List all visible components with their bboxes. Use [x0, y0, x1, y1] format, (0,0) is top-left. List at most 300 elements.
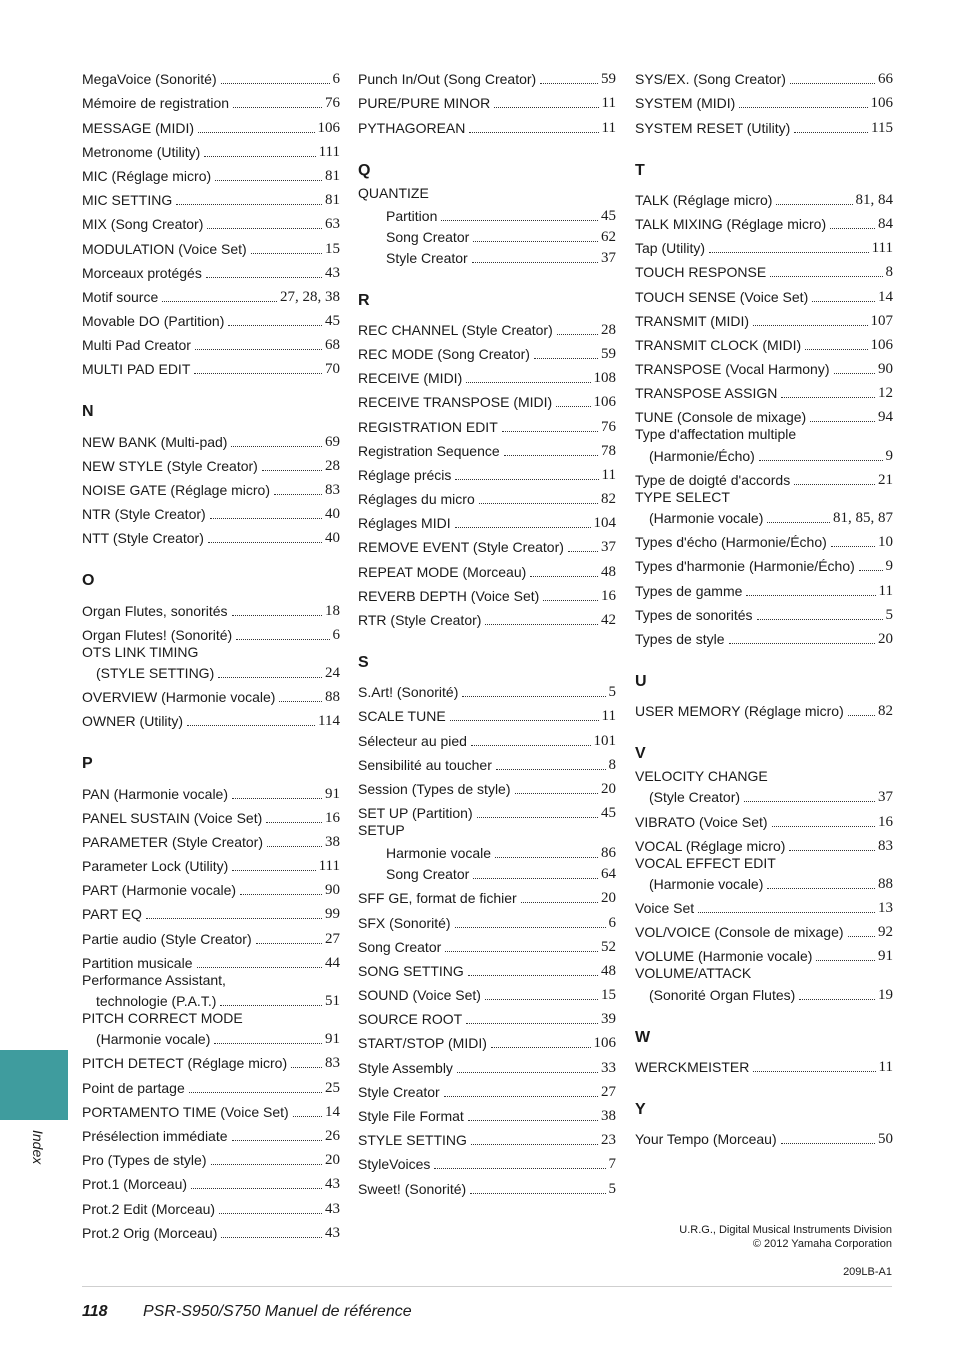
page-reference: 45	[601, 207, 616, 224]
page-reference: 62	[601, 228, 616, 245]
index-term: technologie (P.A.T.)	[96, 993, 217, 1009]
index-term: SOURCE ROOT	[358, 1011, 463, 1028]
dot-leader	[198, 132, 314, 133]
page-reference: 91	[325, 785, 340, 802]
dot-leader	[207, 228, 322, 229]
dot-leader	[479, 503, 598, 504]
index-term: TOUCH SENSE (Voice Set)	[635, 288, 809, 305]
index-entry	[635, 917, 893, 941]
index-entry	[82, 1193, 340, 1217]
dot-leader	[789, 850, 875, 851]
index-term: Style File Format	[358, 1108, 464, 1124]
page-reference: 86	[601, 845, 616, 862]
index-entry	[358, 725, 616, 749]
dot-leader	[534, 358, 598, 359]
index-entry	[358, 411, 616, 435]
index-term: Point de partage	[82, 1079, 185, 1096]
index-entry	[82, 306, 340, 330]
dot-leader	[805, 349, 867, 350]
page-reference: 106	[593, 394, 616, 411]
index-term: Registration Sequence	[358, 442, 500, 459]
index-entry	[358, 484, 616, 508]
index-entry	[82, 499, 340, 523]
index-entry	[635, 831, 893, 855]
index-entry	[82, 137, 340, 161]
index-term: PORTAMENTO TIME (Voice Set)	[82, 1103, 289, 1120]
page-reference: 19	[878, 986, 893, 1003]
document-code: 209LB-A1	[843, 1266, 892, 1278]
page-reference: 8	[885, 264, 893, 281]
index-term: Types d'harmonie (Harmonie/Écho)	[635, 558, 855, 575]
side-label: Index	[30, 1130, 46, 1165]
page-reference: 21	[878, 471, 893, 488]
index-entry	[358, 701, 616, 725]
section-letter: Q	[358, 161, 371, 179]
page-reference: 51	[325, 993, 340, 1009]
page-reference: 20	[878, 630, 893, 647]
index-term: NOISE GATE (Réglage micro)	[82, 482, 271, 498]
index-term: SET UP (Partition)	[358, 805, 473, 822]
dot-leader	[210, 518, 322, 519]
page-reference: 11	[601, 708, 616, 725]
page-reference: 45	[325, 313, 340, 330]
index-entry	[358, 508, 616, 532]
index-term: Types de gamme	[635, 582, 743, 599]
page-reference: 66	[878, 71, 893, 88]
index-term: (STYLE SETTING)	[96, 664, 215, 681]
dot-leader	[232, 798, 322, 799]
page-reference: 48	[601, 962, 616, 979]
dot-leader	[799, 999, 875, 1000]
page-reference: 5	[885, 606, 893, 623]
index-entry	[82, 354, 340, 378]
index-entry	[358, 1149, 616, 1173]
index-entry	[635, 440, 893, 464]
index-entry	[358, 225, 616, 246]
index-entry	[635, 979, 893, 1003]
dot-leader	[191, 1188, 322, 1189]
index-term: Punch In/Out (Song Creator)	[358, 71, 537, 88]
dot-leader	[444, 1096, 598, 1097]
dot-leader	[267, 846, 322, 847]
index-entry	[358, 581, 616, 605]
index-term: Organ Flutes! (Sonorité)	[82, 626, 233, 643]
index-entry	[82, 1218, 340, 1242]
index-entry	[635, 1124, 893, 1148]
page-reference: 27	[601, 1083, 616, 1100]
index-entry	[82, 682, 340, 706]
page-reference: 106	[317, 119, 340, 136]
page-reference: 20	[601, 780, 616, 797]
index-term: Types de sonorités	[635, 606, 753, 623]
index-entry	[635, 624, 893, 648]
page-reference: 91	[325, 1031, 340, 1048]
index-entry	[635, 233, 893, 257]
dot-leader	[189, 1092, 322, 1093]
page-reference: 48	[601, 563, 616, 580]
dot-leader	[211, 1164, 323, 1165]
dot-leader	[232, 870, 315, 871]
page-reference: 27, 28, 38	[280, 288, 340, 305]
index-term: MegaVoice (Sonorité)	[82, 71, 217, 88]
dot-leader	[220, 1005, 322, 1006]
index-term: VOLUME (Harmonie vocale)	[635, 948, 813, 965]
index-entry	[358, 363, 616, 387]
index-term: SYSTEM (MIDI)	[635, 95, 736, 112]
index-entry	[82, 112, 340, 136]
index-entry-heading: VOLUME/ATTACK	[635, 965, 752, 982]
index-term: REC CHANNEL (Style Creator)	[358, 321, 553, 338]
page-reference: 64	[601, 866, 616, 883]
page-reference: 27	[325, 930, 340, 947]
page-reference: 10	[878, 534, 893, 551]
index-term: MULTI PAD EDIT	[82, 361, 191, 378]
index-term: MIC (Réglage micro)	[82, 167, 212, 184]
index-entry-heading: VOCAL EFFECT EDIT	[635, 854, 776, 871]
dot-leader	[759, 460, 883, 461]
page-reference: 11	[601, 466, 616, 483]
page-reference: 8	[608, 756, 616, 773]
dot-leader	[794, 484, 875, 485]
index-entry	[82, 923, 340, 947]
page-reference: 5	[608, 684, 616, 701]
page-reference: 38	[325, 833, 340, 850]
index-entry	[358, 112, 616, 136]
index-term: Sélecteur au pied	[358, 732, 467, 749]
page-reference: 6	[608, 914, 616, 931]
index-term: START/STOP (MIDI)	[358, 1035, 487, 1052]
section-letter: W	[635, 1028, 651, 1046]
dot-leader	[232, 615, 322, 616]
index-entry	[358, 436, 616, 460]
page-reference: 76	[601, 418, 616, 435]
index-entry	[358, 907, 616, 931]
index-term: PART (Harmonie vocale)	[82, 882, 237, 899]
page-reference: 15	[601, 987, 616, 1004]
page-reference: 81, 85, 87	[833, 510, 893, 526]
dot-leader	[521, 902, 598, 903]
dot-leader	[831, 546, 875, 547]
dot-leader	[208, 542, 322, 543]
dot-leader	[473, 878, 598, 879]
index-entry-heading: TYPE SELECT	[635, 488, 730, 505]
section-letter: O	[82, 572, 95, 590]
page-reference: 6	[332, 71, 340, 88]
dot-leader	[767, 888, 875, 889]
dot-leader	[450, 720, 599, 721]
index-entry	[358, 1125, 616, 1149]
index-term: MESSAGE (MIDI)	[82, 119, 195, 136]
index-entry	[635, 354, 893, 378]
index-term: Prot.2 Edit (Morceau)	[82, 1200, 216, 1217]
dot-leader	[232, 1140, 322, 1141]
index-term: Réglages MIDI	[358, 515, 451, 532]
index-entry	[82, 1145, 340, 1169]
dot-leader	[496, 769, 606, 770]
section-letter: R	[358, 291, 370, 309]
index-term: Movable DO (Partition)	[82, 313, 225, 330]
index-entry	[82, 986, 340, 1010]
index-term: TOUCH RESPONSE	[635, 264, 767, 281]
index-entry	[635, 1052, 893, 1076]
dot-leader	[753, 325, 867, 326]
dot-leader	[466, 1023, 598, 1024]
index-entry	[635, 575, 893, 599]
page-reference: 28	[601, 321, 616, 338]
index-entry	[358, 750, 616, 774]
index-term: SFX (Sonorité)	[358, 914, 451, 931]
index-term: NEW STYLE (Style Creator)	[82, 457, 258, 474]
dot-leader	[504, 455, 598, 456]
page-reference: 15	[325, 240, 340, 257]
index-term: USER MEMORY (Réglage micro)	[635, 703, 844, 720]
index-entry	[635, 88, 893, 112]
index-entry	[635, 465, 893, 489]
page-reference: 63	[325, 216, 340, 233]
section-letter: U	[635, 672, 647, 690]
index-term: Mémoire de registration	[82, 95, 230, 112]
index-entry-heading: SETUP	[358, 822, 405, 839]
index-term: NTT (Style Creator)	[82, 530, 204, 547]
dot-leader	[834, 373, 876, 374]
section-letter: S	[358, 654, 369, 671]
page-reference: 106	[870, 95, 893, 112]
index-term: REC MODE (Song Creator)	[358, 345, 530, 362]
dot-leader	[274, 494, 322, 495]
page-reference: 11	[601, 95, 616, 112]
index-entry	[82, 827, 340, 851]
index-term: MIX (Song Creator)	[82, 216, 204, 233]
index-entry	[358, 1077, 616, 1101]
index-entry	[82, 258, 340, 282]
index-entry	[82, 1072, 340, 1096]
index-entry	[82, 803, 340, 827]
page-reference: 14	[878, 288, 893, 305]
index-entry	[358, 1052, 616, 1076]
page-reference: 50	[878, 1131, 893, 1147]
page-reference: 11	[878, 1058, 893, 1075]
index-term: Session (Types de style)	[358, 780, 511, 797]
dot-leader	[502, 431, 598, 432]
page-reference: 70	[325, 361, 340, 378]
index-term: NTR (Style Creator)	[82, 506, 206, 523]
index-entry	[635, 257, 893, 281]
dot-leader	[776, 204, 852, 205]
dot-leader	[236, 639, 329, 640]
dot-leader	[767, 522, 830, 523]
section-letter: Y	[635, 1100, 646, 1118]
index-term: (Sonorité Organ Flutes)	[649, 986, 796, 1003]
index-entry	[635, 806, 893, 830]
dot-leader	[859, 570, 883, 571]
page-reference: 91	[878, 948, 893, 965]
page-reference: 111	[318, 858, 340, 875]
index-entry	[635, 112, 893, 136]
page-reference: 76	[325, 95, 340, 112]
index-entry	[358, 88, 616, 112]
index-term: TRANSMIT (MIDI)	[635, 312, 750, 329]
index-entry	[82, 451, 340, 475]
index-entry	[82, 1097, 340, 1121]
index-term: Motif source	[82, 288, 159, 305]
index-term: (Style Creator)	[649, 789, 741, 806]
index-term: Type de doigté d'accords	[635, 471, 791, 488]
index-term: Partition musicale	[82, 954, 193, 971]
index-entry	[82, 595, 340, 619]
index-term: PARAMETER (Style Creator)	[82, 833, 263, 850]
index-term: SOUND (Voice Set)	[358, 987, 481, 1004]
page-reference: 28	[325, 457, 340, 474]
index-term: TUNE (Console de mixage)	[635, 409, 807, 426]
dot-leader	[466, 382, 590, 383]
page-reference: 39	[601, 1011, 616, 1028]
index-entry	[82, 233, 340, 257]
index-term: Prot.2 Orig (Morceau)	[82, 1224, 218, 1241]
dot-leader	[746, 595, 875, 596]
index-term: Style Creator	[358, 1083, 440, 1100]
page-reference: 88	[878, 875, 893, 892]
index-term: Your Tempo (Morceau)	[635, 1131, 777, 1147]
page-reference: 5	[608, 1180, 616, 1197]
index-term: WERCKMEISTER	[635, 1058, 750, 1075]
index-term: VOL/VOICE (Console de mixage)	[635, 924, 844, 941]
dot-leader	[194, 373, 322, 374]
page-reference: 9	[885, 447, 893, 464]
index-entry	[82, 899, 340, 923]
index-entry	[358, 1101, 616, 1125]
dot-leader	[739, 107, 867, 108]
dot-leader	[468, 975, 598, 976]
page-reference: 20	[601, 890, 616, 907]
page-reference: 108	[593, 370, 616, 387]
index-term: REPEAT MODE (Morceau)	[358, 563, 527, 580]
index-entry	[358, 1004, 616, 1028]
dot-leader	[848, 715, 875, 716]
index-entry	[358, 315, 616, 339]
credit-line-2: © 2012 Yamaha Corporation	[752, 1238, 892, 1250]
index-entry	[358, 883, 616, 907]
index-term: Présélection immédiate	[82, 1127, 228, 1144]
index-entry	[358, 605, 616, 629]
page-reference: 18	[325, 602, 340, 619]
page-reference: 69	[325, 433, 340, 450]
dot-leader	[228, 325, 322, 326]
index-entry-heading: PITCH CORRECT MODE	[82, 1010, 243, 1026]
index-term: Song Creator	[358, 938, 442, 955]
dot-leader	[781, 1143, 875, 1144]
index-term: Partition	[386, 207, 438, 224]
footer-rule	[82, 1286, 892, 1287]
page-reference: 16	[878, 813, 893, 830]
index-entry-heading: VELOCITY CHANGE	[635, 768, 768, 785]
index-entry	[82, 282, 340, 306]
index-term: Sensibilité au toucher	[358, 756, 492, 773]
index-term: Style Assembly	[358, 1059, 453, 1076]
dot-leader	[530, 576, 598, 577]
index-entry	[358, 246, 616, 267]
index-term: TRANSPOSE ASSIGN	[635, 385, 778, 402]
page-number: 118	[82, 1303, 108, 1320]
page-reference: 84	[878, 215, 893, 232]
page-reference: 42	[601, 612, 616, 628]
page-reference: 59	[601, 71, 616, 88]
index-entry-heading: OTS LINK TIMING	[82, 643, 199, 660]
dot-leader	[543, 600, 598, 601]
dot-leader	[291, 1067, 322, 1068]
index-term: Pro (Types de style)	[82, 1152, 207, 1169]
dot-leader	[772, 826, 875, 827]
index-term: OWNER (Utility)	[82, 713, 184, 730]
page-reference: 24	[325, 664, 340, 681]
dot-leader	[515, 793, 598, 794]
page-reference: 37	[878, 789, 893, 806]
dot-leader	[468, 1120, 598, 1121]
index-entry	[635, 869, 893, 893]
index-entry	[635, 281, 893, 305]
index-term: TALK (Réglage micro)	[635, 191, 773, 208]
index-term: S.Art! (Sonorité)	[358, 684, 459, 701]
page-reference: 11	[601, 119, 616, 136]
page-reference: 43	[325, 1200, 340, 1217]
index-entry	[635, 503, 893, 527]
dot-leader	[279, 701, 322, 702]
index-entry	[358, 64, 616, 88]
index-term: RTR (Style Creator)	[358, 612, 482, 628]
index-entry	[82, 658, 340, 682]
index-term: VIBRATO (Voice Set)	[635, 813, 768, 830]
dot-leader	[472, 262, 598, 263]
index-term: StyleVoices	[358, 1156, 431, 1173]
index-term: SONG SETTING	[358, 962, 464, 979]
page-reference: 82	[878, 703, 893, 720]
dot-leader	[219, 1213, 322, 1214]
index-entry	[635, 209, 893, 233]
page-reference: 40	[325, 530, 340, 547]
dot-leader	[485, 624, 598, 625]
index-term: OVERVIEW (Harmonie vocale)	[82, 689, 276, 706]
index-term: TRANSPOSE (Vocal Harmony)	[635, 361, 830, 378]
index-entry	[358, 532, 616, 556]
index-term: STYLE SETTING	[358, 1132, 467, 1149]
index-entry	[635, 378, 893, 402]
index-entry	[358, 1028, 616, 1052]
index-term: Partie audio (Style Creator)	[82, 930, 252, 947]
dot-leader	[469, 132, 598, 133]
dot-leader	[557, 334, 598, 335]
index-term: SCALE TUNE	[358, 708, 446, 725]
index-term: PURE/PURE MINOR	[358, 95, 491, 112]
dot-leader	[729, 643, 876, 644]
index-term: Types de style	[635, 630, 725, 647]
index-entry	[635, 527, 893, 551]
index-term: SYS/EX. (Song Creator)	[635, 71, 786, 88]
index-entry	[635, 893, 893, 917]
dot-leader	[709, 252, 869, 253]
dot-leader	[195, 349, 322, 350]
index-entry	[358, 677, 616, 701]
dot-leader	[457, 1072, 598, 1073]
page-reference: 106	[870, 336, 893, 353]
index-term: Sweet! (Sonorité)	[358, 1180, 467, 1197]
index-entry	[358, 204, 616, 225]
index-term: Voice Set	[635, 900, 695, 917]
dot-leader	[495, 857, 598, 858]
page-reference: 101	[593, 732, 616, 749]
index-term: Réglages du micro	[358, 491, 475, 508]
dot-leader	[215, 180, 322, 181]
dot-leader	[494, 107, 598, 108]
index-entry	[635, 402, 893, 426]
